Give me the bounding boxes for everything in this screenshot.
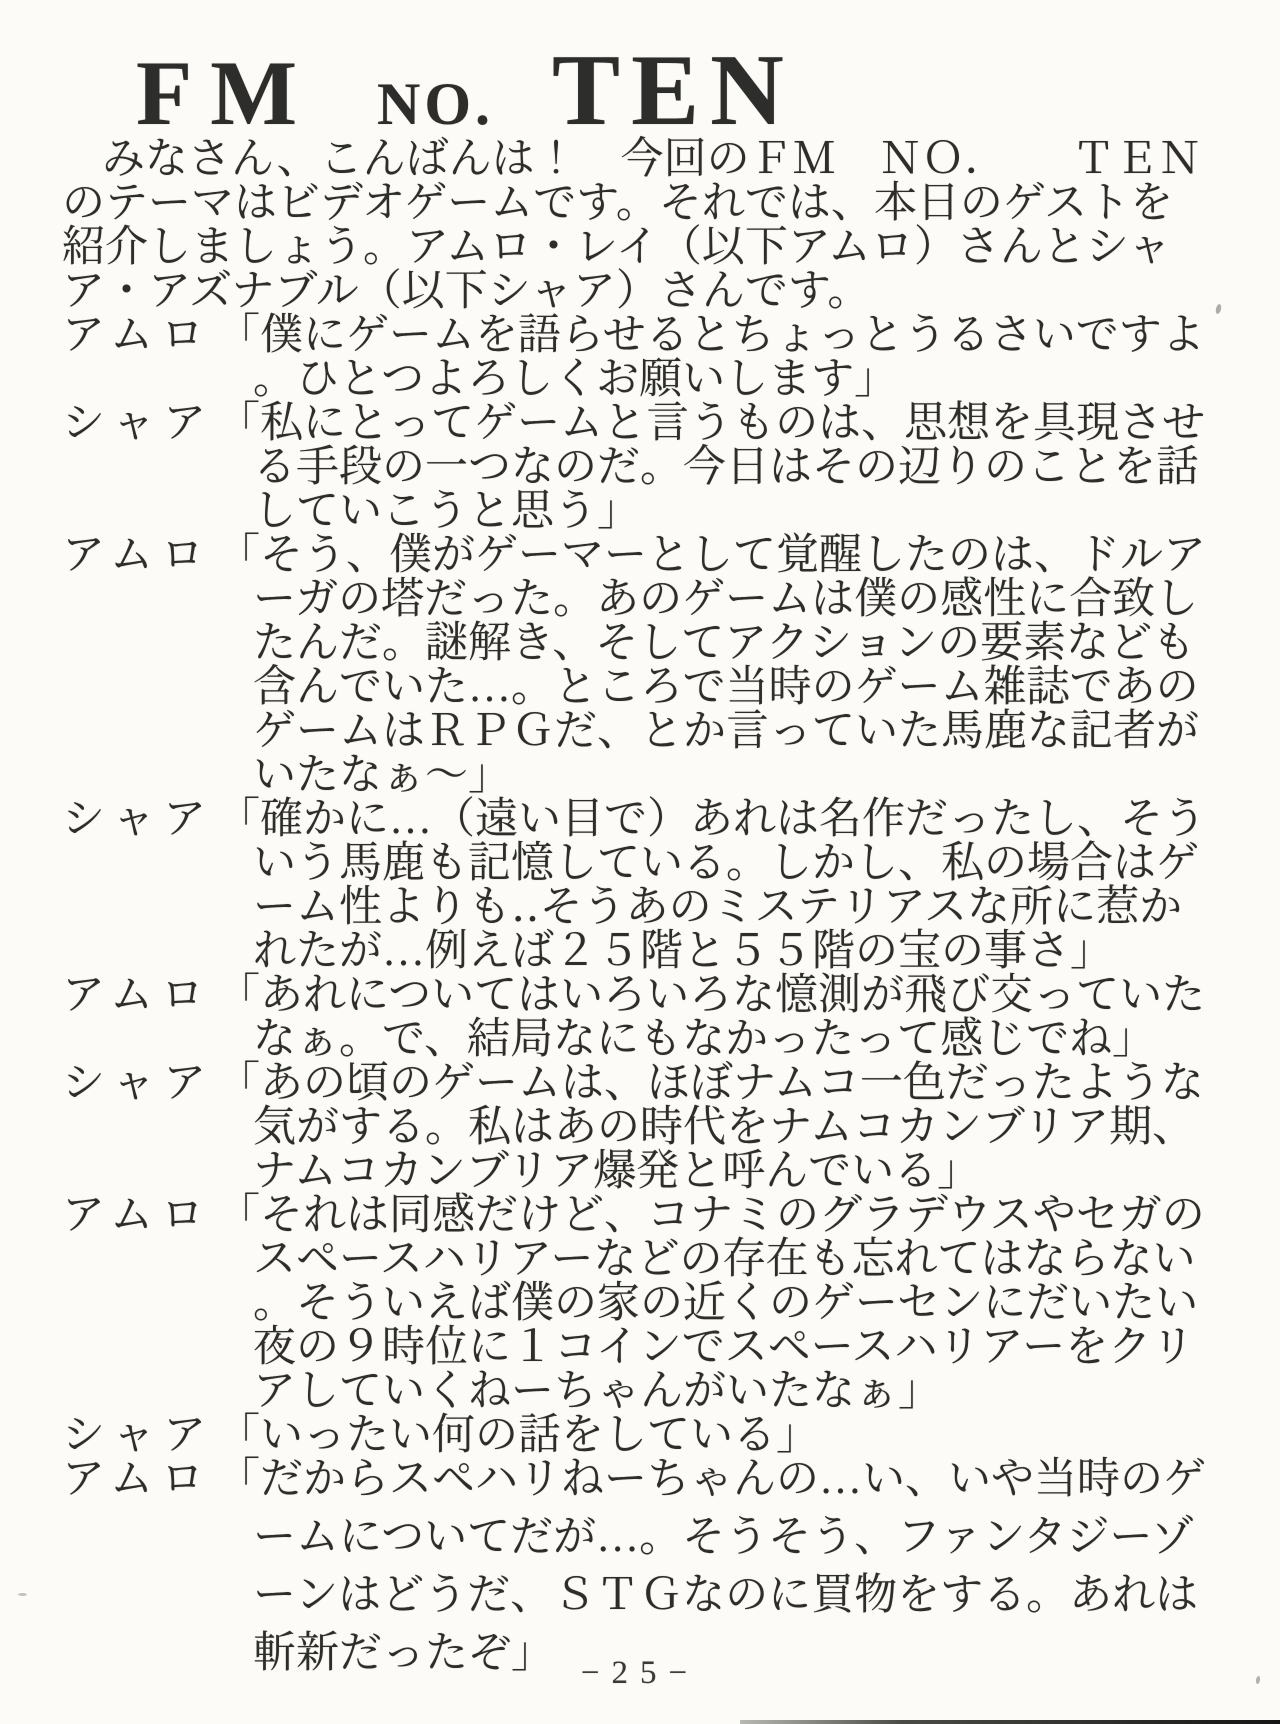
page-title — [136, 34, 1224, 147]
text-line: いう馬鹿も記憶している。しかし、私の場合はゲ — [253, 840, 1199, 887]
text-line: アしていくねーちゃんがいたなぁ」 — [253, 1368, 941, 1415]
text-line: スペースハリアーなどの存在も忘れてはならない — [253, 1236, 1196, 1283]
text-line: 「あの頃のゲームは、ほぼナムコ一色だったような — [217, 1060, 1204, 1107]
text-line: 「それは同感だけど、コナミのグラデウスやセガの — [217, 1192, 1205, 1239]
dialogue-entry — [62, 974, 1224, 1062]
speaker-label: シャア — [62, 400, 215, 447]
text-line: 「あれについてはいろいろな憶測が飛び交っていた — [217, 972, 1206, 1019]
speaker-label: アムロ — [62, 312, 212, 359]
dialogue-entry — [62, 798, 1224, 974]
dialogue-section — [62, 314, 1224, 1676]
text-line: ナムコカンブリア爆発と呼んでいる」 — [253, 1148, 981, 1195]
text-line: 紹介しましょう。アムロ・レイ（以下アムロ）さんとシャ — [62, 224, 1171, 271]
text-line: 含んでいた…。ところで当時のゲーム雑誌であの — [253, 664, 1199, 711]
intro-paragraph — [62, 138, 1224, 314]
text-line: ーンはどうだ、ＳＴＧなのに買物をする。あれは — [253, 1572, 1199, 1619]
text-line: ア・アズナブル（以下シャア）さんです。 — [62, 268, 871, 315]
text-line: なぁ。で、結局なにもなかったって感じでね」 — [253, 1016, 1156, 1063]
speech-lines — [217, 1194, 1224, 1414]
speech-lines — [217, 1458, 1224, 1676]
speech-lines — [217, 1062, 1224, 1194]
dialogue-entry — [62, 314, 1224, 402]
dialogue-entry — [62, 1194, 1224, 1414]
speaker-label: シャア — [62, 1060, 215, 1107]
text-line: 「そう、僕がゲーマーとして覚醒したのは、ドルア — [217, 532, 1206, 579]
speech-lines — [217, 1414, 1224, 1458]
text-line: 。そういえば僕の家の近くのゲーセンにだいたい — [253, 1280, 1199, 1327]
page-content — [0, 34, 1280, 1677]
text-line: る手段の一つなのだ。今日はその辺りのことを話 — [253, 444, 1199, 491]
text-line: いたなぁ〜」 — [253, 752, 511, 799]
speaker-label: アムロ — [62, 1456, 212, 1503]
dialogue-entry — [62, 534, 1224, 798]
text-line: 。ひとつよろしくお願いします」 — [253, 356, 898, 403]
speaker-label: アムロ — [62, 1192, 212, 1239]
dialogue-entry — [62, 1062, 1224, 1194]
speaker-label: アムロ — [62, 972, 212, 1019]
title-no: NO. — [377, 71, 495, 137]
text-line: みなさん、こんばんは！ 今回のＦＭ ＮＯ． ＴＥＮ — [102, 136, 1202, 183]
text-line: 「僕にゲームを語らせるとちょっとうるさいですよ — [217, 312, 1205, 359]
text-line: 夜の９時位に１コインでスペースハリアーをクリ — [253, 1324, 1195, 1371]
dialogue-entry — [62, 1458, 1224, 1676]
text-line: れたが…例えば２５階と５５階の宝の事さ」 — [253, 928, 1113, 975]
text-line: ームについてだが…。そうそう、ファンタジーゾ — [253, 1514, 1194, 1561]
scan-edge-bar — [740, 1720, 1280, 1724]
page-number: −25− — [580, 1655, 700, 1691]
text-line: ゲームはＲＰＧだ、とか言っていた馬鹿な記者が — [253, 708, 1199, 755]
speaker-label: シャア — [62, 796, 215, 843]
speaker-label: シャア — [62, 1412, 215, 1459]
speech-lines — [217, 314, 1224, 402]
text-line: たんだ。謎解き、そしてアクションの要素なども — [253, 620, 1196, 667]
text-line: 気がする。私はあの時代をナムコカンブリア期、 — [253, 1104, 1196, 1151]
dialogue-entry — [62, 1414, 1224, 1458]
title-fm: FM — [136, 42, 316, 144]
text-line: ーガの塔だった。あのゲームは僕の感性に合致し — [253, 576, 1199, 623]
text-line: のテーマはビデオゲームです。それでは、本日のゲストを — [62, 180, 1174, 227]
text-line: 「私にとってゲームと言うものは、思想を具現させ — [217, 400, 1206, 447]
text-line: 「だからスペハリねーちゃんの…い、いや当時のゲ — [217, 1456, 1206, 1503]
scan-speck — [18, 1593, 27, 1596]
text-line: 斬新だったぞ」 — [253, 1630, 554, 1677]
text-line: ーム性よりも‥そうあのミステリアスな所に惹か — [253, 884, 1183, 931]
speaker-label: アムロ — [62, 532, 212, 579]
speech-lines — [217, 974, 1224, 1062]
text-line: 「確かに…（遠い目で）あれは名作だったし、そう — [217, 796, 1206, 843]
speech-lines — [217, 402, 1224, 534]
text-line: 「いったい何の話をしている」 — [217, 1412, 819, 1459]
speech-lines — [217, 798, 1224, 974]
title-ten: TEN — [552, 34, 795, 147]
text-line: していこうと思う」 — [253, 488, 640, 535]
dialogue-entry — [62, 402, 1224, 534]
speech-lines — [217, 534, 1224, 798]
